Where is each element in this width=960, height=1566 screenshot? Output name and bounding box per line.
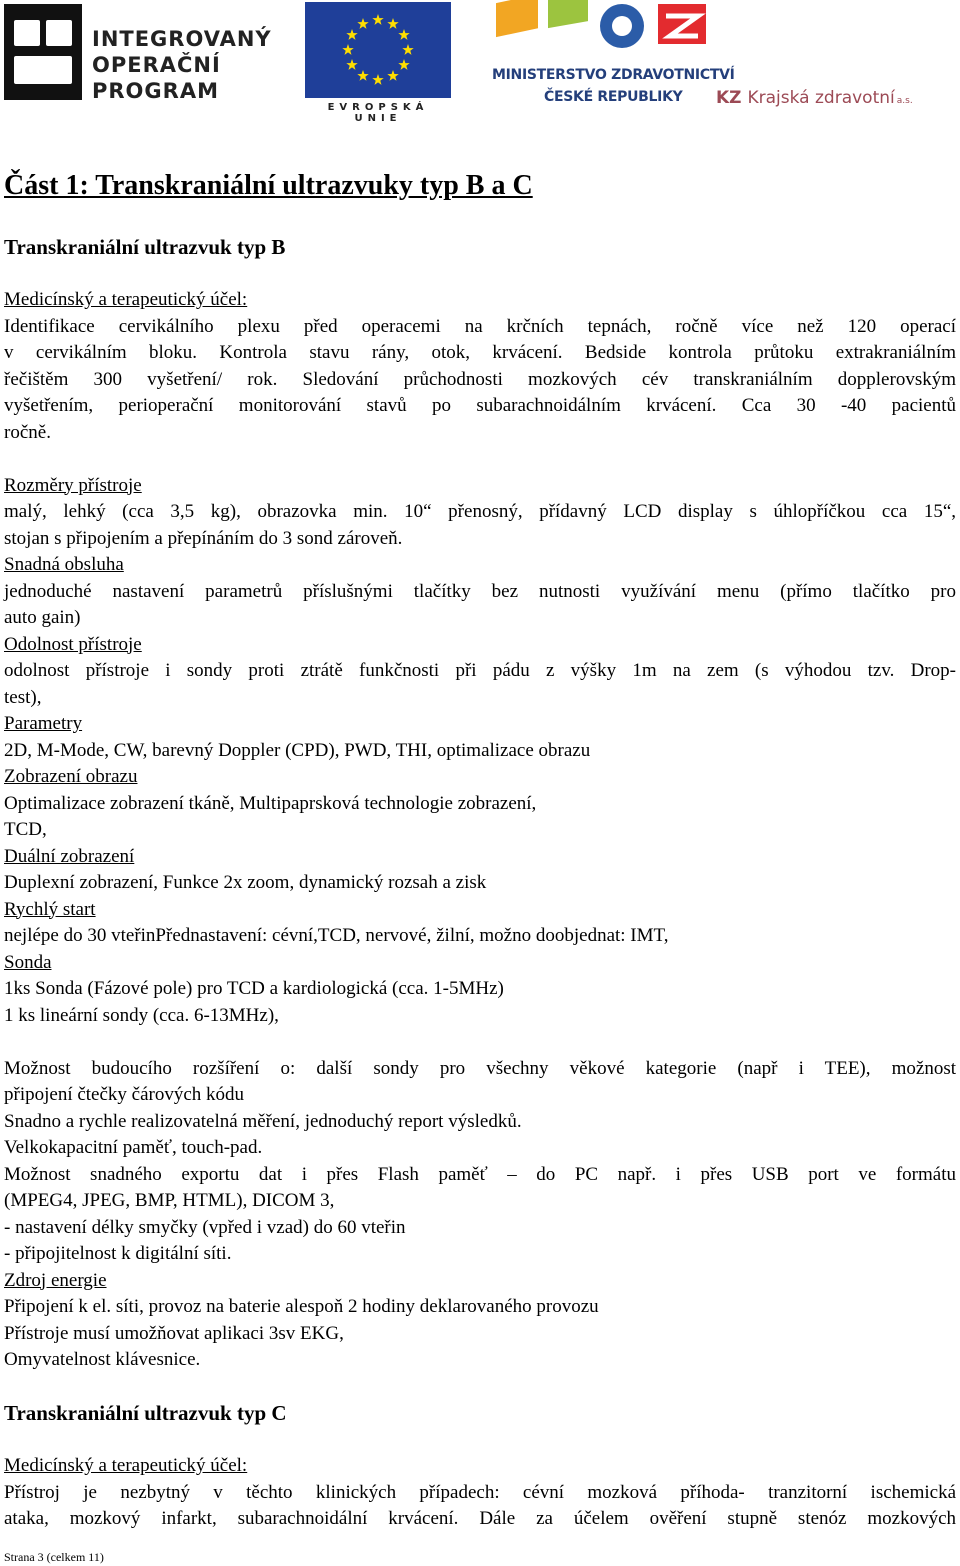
eu-logo (305, 2, 451, 122)
dims-line: stojan s připojením a přepínáním do 3 sond zároveň. (4, 527, 403, 549)
purpose-line: ročně. (4, 421, 51, 443)
eu-star-icon (346, 29, 357, 40)
expansion-line: připojení čtečky čárových kódu (4, 1084, 245, 1105)
iop-emblem (4, 4, 82, 100)
ease-line: jednoduché nastavení parametrů příslušnými tlačítky bez nutnosti využívání menu (přímo tlačítko pro (4, 580, 956, 602)
ministry-wordmark: MINISTERSTVO ZDRAVOTNICTVÍ ČESKÉ REPUBLIKY (492, 67, 735, 105)
eu-star-icon (372, 74, 383, 85)
ministry-logo (492, 0, 752, 110)
kz-logo: KZ Krajská zdravotní a.s. (716, 88, 913, 108)
expansion-line: Možnost budoucího rozšíření o: další sondy pro všechny věkové kategorie (např i TEE), možnost (4, 1057, 956, 1079)
export-line: - nastavení délky smyčky (vpřed i vzad) do 60 vteřin (4, 1216, 406, 1238)
eu-star-icon (387, 70, 398, 81)
export-line: - připojitelnost k digitální síti. (4, 1243, 232, 1264)
eu-star-icon (357, 70, 368, 81)
section-b-purpose-label: Medicínský a terapeutický účel: (4, 289, 248, 310)
purpose-c-line: Přístroj je nezbytný v těchto klinických případech: cévní mozková příhoda- tranzitorní ischemická (4, 1481, 956, 1503)
display-line: Optimalizace zobrazení tkáně, Multipaprsková technologie zobrazení, (4, 792, 537, 814)
power-line: Přístroje musí umožňovat aplikaci 3sv EKG, (4, 1322, 344, 1344)
dual-label: Duální zobrazení (4, 845, 135, 867)
quick-label: Rychlý start (4, 898, 96, 920)
power-line: Připojení k el. síti, provoz na baterie alespoň 2 hodiny deklarovaného provozu (4, 1296, 599, 1317)
export-line: (MPEG4, JPEG, BMP, HTML), DICOM 3, (4, 1190, 335, 1211)
extra-line: Velkokapacitní paměť, touch-pad. (4, 1137, 263, 1158)
probe-label: Sonda (4, 951, 52, 973)
dual-text: Duplexní zobrazení, Funkce 2x zoom, dynamický rozsah a zisk (4, 872, 487, 893)
page-footer: Strana 3 (celkem 11) (4, 1550, 104, 1564)
eu-star-icon (357, 18, 368, 29)
ease-label: Snadná obsluha (4, 554, 124, 575)
ministry-emblem-icon (492, 0, 752, 64)
iop-logo (4, 4, 280, 103)
header-logos (0, 0, 960, 125)
quick-text: nejlépe do 30 vteřinPřednastavení: cévní,TCD, nervové, žilní, možno doobjednat: IMT, (4, 925, 669, 946)
power-label: Zdroj energie (4, 1269, 107, 1291)
eu-star-icon (398, 29, 409, 40)
dims-label: Rozměry přístroje (4, 474, 142, 496)
purpose-c-line: ataka, mozkový infarkt, subarachnoidální krvácení. Dále za účelem ověření stupně stenóz mozkových (4, 1508, 956, 1529)
eu-caption: EVROPSKÁ UNIE (327, 102, 429, 124)
params-text: 2D, M-Mode, CW, barevný Doppler (CPD), PWD, THI, optimalizace obrazu (4, 739, 591, 761)
export-line: Možnost snadného exportu dat i přes Flash paměť – do PC např. i přes USB port ve formátu (4, 1163, 956, 1185)
durability-line: odolnost přístroje i sondy proti ztrátě funkčnosti při pádu z výšky 1m na zem (s výhodou tzv. Drop- (4, 660, 956, 681)
section-c-heading: Transkraniální ultrazvuk typ C (4, 1401, 287, 1425)
probe-line: 1 ks lineární sondy (cca. 6-13MHz), (4, 1004, 279, 1026)
durability-line: test), (4, 686, 42, 708)
display-line: TCD, (4, 819, 47, 840)
purpose-line: v cervikálním bloku. Kontrola stavu rány, otok, krvácení. Bedside kontrola průtoku extrakraniálním (4, 342, 956, 363)
purpose-line: Identifikace cervikálního plexu před operacemi na krčních tepnách, ročně více než 120 operací (4, 315, 956, 337)
ease-line: auto gain) (4, 607, 81, 628)
section-c-purpose-label: Medicínský a terapeutický účel: (4, 1455, 248, 1476)
dims-line: malý, lehký (cca 3,5 kg), obrazovka min. 10“ přenosný, přídavný LCD display s úhlopříčkou cca 15“, (4, 501, 956, 522)
eu-star-icon (342, 44, 353, 55)
eu-star-icon (387, 18, 398, 29)
extra-line: Snadno a rychle realizovatelná měření, jednoduchý report výsledků. (4, 1110, 522, 1132)
display-label: Zobrazení obrazu (4, 766, 138, 787)
purpose-line: vyšetřením, perioperační monitorování stavů po subarachnoidálním krvácení. Cca 30 -40 pacientů (4, 395, 956, 416)
purpose-line: řečištěm 300 vyšetření/ rok. Sledování průchodnosti mozkových cév transkraniálním dopplerovským (4, 368, 956, 390)
probe-line: 1ks Sonda (Fázové pole) pro TCD a kardiologická (cca. 1-5MHz) (4, 978, 504, 999)
power-line: Omyvatelnost klávesnice. (4, 1349, 201, 1370)
eu-flag-icon (305, 2, 451, 98)
section-b-heading: Transkraniální ultrazvuk typ B (4, 235, 286, 259)
eu-star-icon (346, 59, 357, 70)
durability-label: Odolnost přístroje (4, 633, 142, 655)
eu-star-icon (398, 59, 409, 70)
iop-wordmark: INTEGROVANÝ OPERAČNÍ PROGRAM (92, 27, 272, 103)
params-label: Parametry (4, 713, 83, 734)
eu-star-icon (372, 14, 383, 25)
document-body (4, 166, 956, 1533)
eu-star-icon (402, 44, 413, 55)
document-title: Část 1: Transkraniální ultrazvuky typ B a C (4, 170, 533, 201)
